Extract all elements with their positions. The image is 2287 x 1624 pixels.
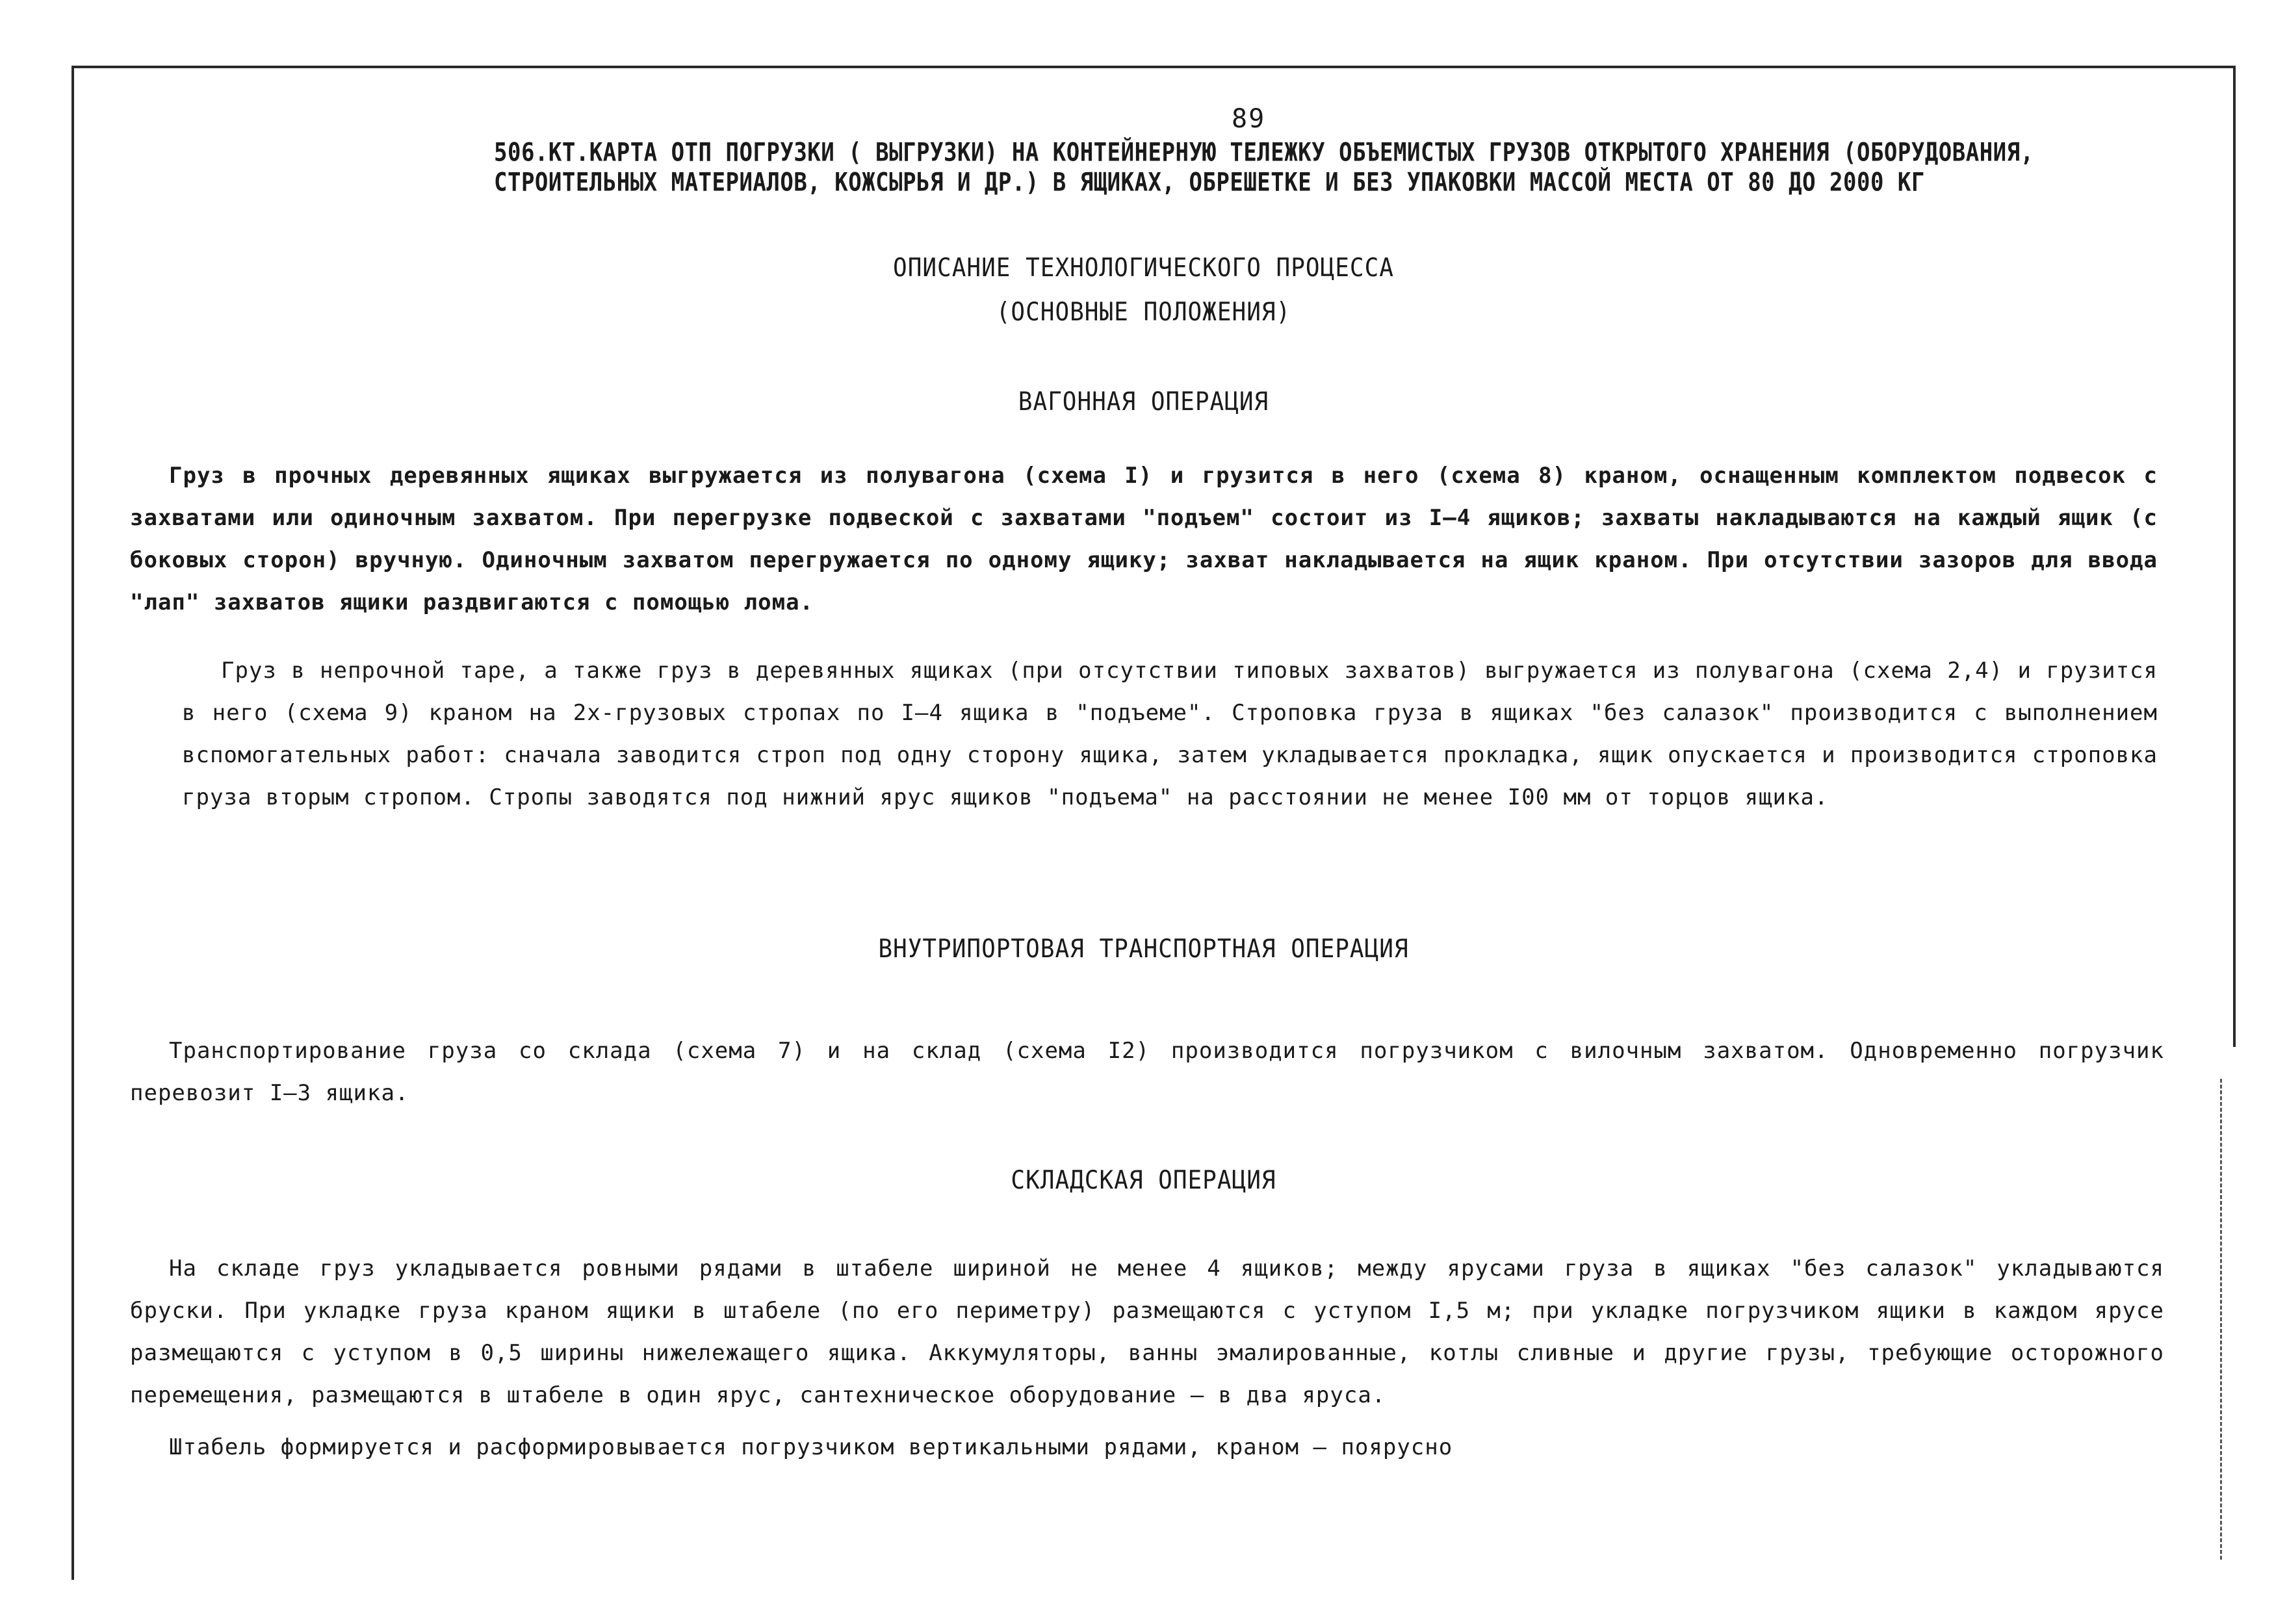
- section-title-transport: ВНУТРИПОРТОВАЯ ТРАНСПОРТНАЯ ОПЕРАЦИЯ: [878, 934, 1409, 964]
- paragraph-warehouse-2: [130, 1426, 2164, 1469]
- paragraph-wagon-1-text: Груз в прочных деревянных ящиках выгружается из полувагона (схема I) и грузится в него (схема 8) краном, оснащенным комплектом подвесок с захватами или одиночным захватом. При перегрузке подвеской с захватами "подъем" состоит из I–4 ящиков; захваты накладываются на каждый ящик (с боковых сторон) вручную. Одиночным захватом перегружается по одному ящику; захват накладывается на ящик краном. При отсутствии зазоров для ввода "лап" захватов ящики раздвигаются с помощью лома.: [130, 463, 2158, 615]
- sheet-border-left: [71, 66, 74, 1580]
- paragraph-warehouse-1: [130, 1248, 2164, 1417]
- section-title-warehouse: СКЛАДСКАЯ ОПЕРАЦИЯ: [1011, 1165, 1276, 1196]
- sheet-border-right-lower: [2220, 1079, 2222, 1560]
- description-title: ОПИСАНИЕ ТЕХНОЛОГИЧЕСКОГО ПРОЦЕССА: [893, 253, 1394, 283]
- paragraph-warehouse-1-text: На складе груз укладывается ровными рядами в штабеле шириной не менее 4 ящиков; между ярусами груза в ящиках "без салазок" укладываются бруски. При укладке груза краном ящики в штабеле (по его периметру) размещаются с уступом I,5 м; при укладке погрузчиком ящики в каждом ярусе размещаются с уступом в 0,5 ширины нижележащего ящика. Аккумуляторы, ванны эмалированные, котлы сливные и другие грузы, требующие осторожного перемещения, размещаются в штабеле в один ярус, сантехническое оборудование – в два яруса.: [130, 1256, 2164, 1408]
- paragraph-wagon-2-text: Груз в непрочной таре, а также груз в деревянных ящиках (при отсутствии типовых захватов) выгружается из полувагона (схема 2,4) и грузится в него (схема 9) краном на 2х-грузовых стропах по I–4 ящика в "подъеме". Строповка груза в ящиках "без салазок" производится с выполнением вспомогательных работ: сначала заводится строп под одну сторону ящика, затем укладывается прокладка, ящик опускается и производится строповка груза вторым стропом. Стропы заводятся под нижний ярус ящиков "подъема" на расстоянии не менее I00 мм от торцов ящика.: [182, 658, 2158, 810]
- sheet-border-right: [2233, 66, 2236, 1047]
- page-number: 89: [1232, 104, 1266, 134]
- description-subtitle: (ОСНОВНЫЕ ПОЛОЖЕНИЯ): [996, 297, 1291, 328]
- document-title-line-1: 506.КТ.КАРТА ОТП ПОГРУЗКИ ( ВЫГРУЗКИ) НА КОНТЕЙНЕРНУЮ ТЕЛЕЖКУ ОБЪЕМИСТЫХ ГРУЗОВ ОТКРЫТОГО ХРАНЕНИЯ (ОБОРУДОВАНИЯ,: [494, 138, 2034, 168]
- paragraph-wagon-1: [130, 455, 2158, 624]
- sheet-border-top: [71, 66, 2236, 68]
- document-title: [494, 138, 2119, 198]
- paragraph-warehouse-2-text: Штабель формируется и расформировывается погрузчиком вертикальными рядами, краном – поярусно: [169, 1434, 1453, 1460]
- paragraph-transport-1-text: Транспортирование груза со склада (схема 7) и на склад (схема I2) производится погрузчиком с вилочным захватом. Одновременно погрузчик перевозит I–3 ящика.: [130, 1038, 2164, 1106]
- paragraph-transport-1: [130, 1030, 2164, 1115]
- paragraph-wagon-2: [182, 650, 2158, 819]
- section-title-wagon: ВАГОННАЯ ОПЕРАЦИЯ: [1018, 387, 1269, 417]
- document-title-line-2: СТРОИТЕЛЬНЫХ МАТЕРИАЛОВ, КОЖСЫРЬЯ И ДР.) В ЯЩИКАХ, ОБРЕШЕТКЕ И БЕЗ УПАКОВКИ МАССОЙ МЕСТА ОТ 80 ДО 2000 КГ: [494, 168, 1925, 198]
